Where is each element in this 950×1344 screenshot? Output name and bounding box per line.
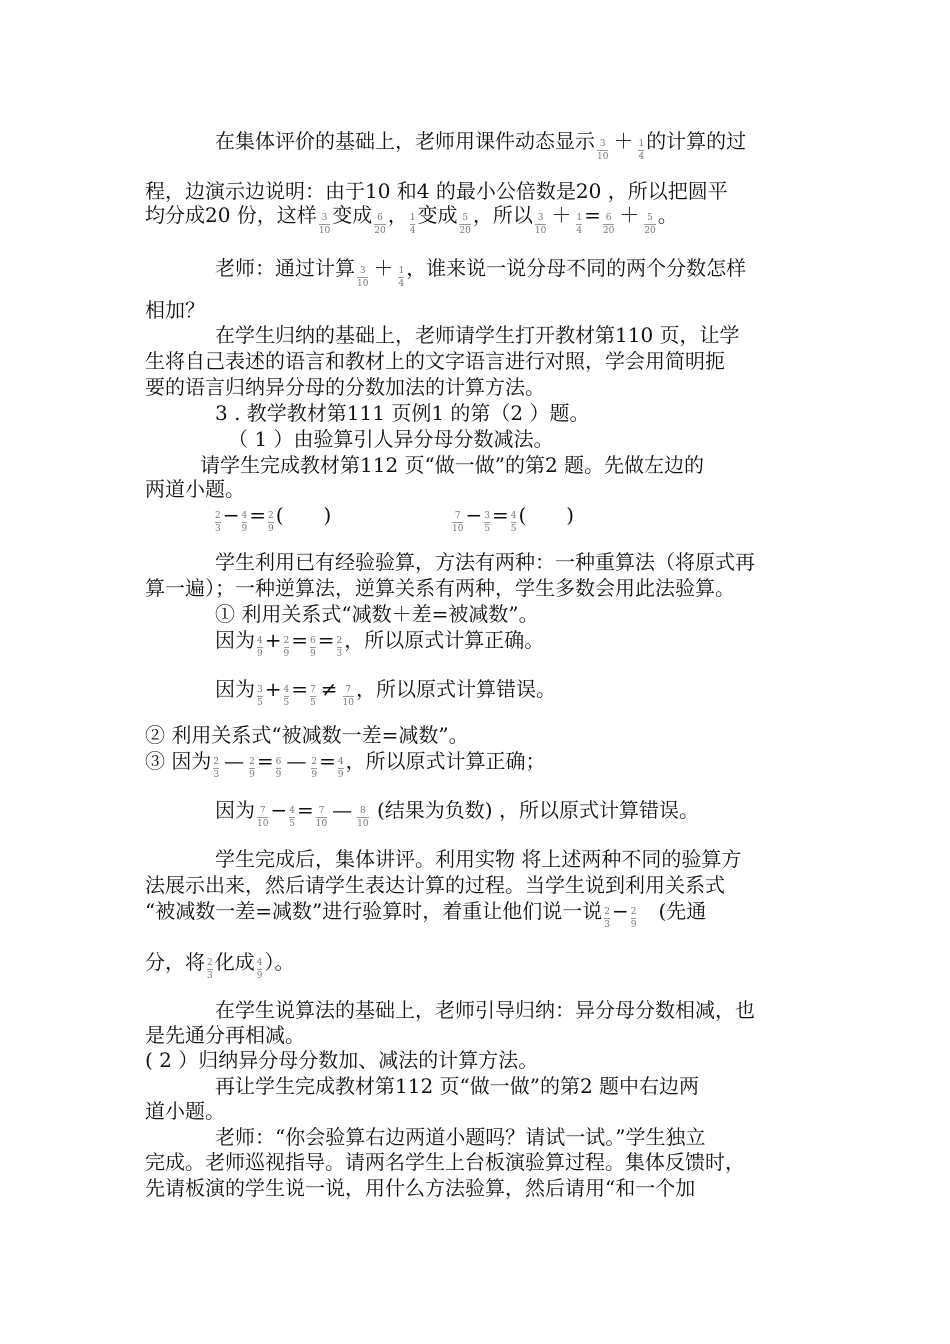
denominator: 3: [336, 648, 343, 659]
numerator: 4: [283, 684, 290, 695]
numerator: 2: [268, 510, 274, 521]
numerator: 3: [359, 265, 366, 276]
fraction: [310, 685, 316, 709]
denominator: 10: [318, 225, 331, 236]
paragraph-line: [145, 949, 295, 981]
fraction: [319, 213, 330, 237]
fraction: [284, 685, 290, 709]
operator: ≠: [320, 677, 338, 701]
text: 的计算的过: [646, 129, 747, 153]
paragraph-line: 法展示出来，然后请学生表达计算的过程。当学生说到利用关系式: [145, 873, 725, 897]
paragraph-line: [145, 202, 678, 236]
fraction: [638, 139, 644, 163]
text: ，: [387, 203, 408, 227]
text: ，所以原式计算正确；: [345, 749, 546, 773]
operator: −: [611, 899, 629, 923]
text: 分，将: [145, 950, 205, 974]
denominator: 10: [257, 818, 269, 829]
denominator: 9: [283, 648, 290, 659]
denominator: 9: [311, 769, 318, 780]
subsection-heading: ( 2 ）归纳异分母分数加、减法的计算方法。: [145, 1048, 539, 1072]
operator: =: [296, 798, 314, 822]
fraction: [603, 213, 614, 237]
paragraph-line: [215, 128, 747, 162]
list-item: ① 利用关系式“减数＋差=被减数”。: [215, 602, 539, 626]
numerator: 6: [605, 212, 612, 223]
text: (结果为负数) ，所以原式计算错误。: [370, 798, 699, 822]
paragraph-line: 学生完成后，集体讲评。利用实物 将上述两种不同的验算方: [215, 847, 742, 871]
numerator: 2: [604, 906, 610, 917]
paragraph-line: [145, 898, 707, 930]
numerator: 7: [310, 684, 316, 695]
paragraph-line: 生将自己表述的语言和教材上的文字语言进行对照，学会用简明扼: [145, 349, 725, 373]
numerator: 5: [647, 212, 653, 223]
text: 因为: [215, 628, 255, 652]
fraction: [289, 806, 295, 830]
numerator: 2: [213, 756, 220, 767]
fraction: [257, 806, 268, 830]
fraction: [459, 213, 470, 237]
fraction: [257, 685, 263, 709]
paragraph-line: 要的语言归纳异分母的分数加法的计算方法。: [145, 375, 545, 399]
operator: ＋: [373, 256, 394, 280]
numerator: 3: [257, 684, 263, 695]
numerator: 7: [454, 510, 461, 521]
numerator: 1: [409, 212, 416, 223]
operator: +: [264, 628, 282, 652]
text: 因为: [215, 677, 255, 701]
numerator: 7: [345, 684, 352, 695]
fraction: [484, 511, 490, 535]
operator: +: [264, 677, 282, 701]
denominator: 9: [256, 970, 263, 981]
paragraph-line: 在学生归纳的基础上，老师请学生打开教材第110 页，让学: [215, 323, 740, 347]
fraction: [604, 907, 610, 931]
list-item: [145, 748, 546, 780]
fraction: [535, 213, 546, 237]
paragraph-line: 两道小题。: [145, 477, 245, 501]
denominator: 10: [342, 697, 354, 708]
denominator: 20: [374, 225, 386, 236]
numerator: 3: [321, 212, 328, 223]
fraction: [337, 636, 343, 660]
denominator: 9: [275, 769, 282, 780]
denominator: 5: [289, 818, 295, 829]
numerator: 7: [259, 805, 266, 816]
denominator: 3: [213, 769, 220, 780]
text: (先通: [638, 899, 707, 923]
numerator: 2: [311, 756, 318, 767]
numerator: 3: [484, 510, 490, 521]
operator: −: [222, 503, 240, 527]
numerator: 3: [537, 212, 544, 223]
operator: =: [256, 749, 274, 773]
text: 变成: [332, 203, 373, 227]
text: ，所以原式计算正确。: [344, 628, 545, 652]
paragraph-line: [215, 255, 747, 289]
numerator: 4: [337, 756, 344, 767]
numerator: 1: [398, 265, 405, 276]
text: 。: [657, 203, 678, 227]
denominator: 4: [409, 225, 416, 236]
operator: =: [249, 503, 266, 527]
fraction: [343, 685, 354, 709]
fraction: [257, 636, 263, 660]
denominator: 10: [315, 818, 328, 829]
operator: −: [270, 798, 288, 822]
denominator: 20: [459, 225, 471, 236]
fraction: [576, 213, 582, 237]
list-item: ② 利用关系式“被减数一差=减数”。: [145, 723, 469, 747]
paragraph-line: 算一遍）；一种逆算法，逆算关系有两种，学生多数会用此法验算。: [145, 576, 735, 600]
denominator: 9: [337, 769, 344, 780]
denominator: 9: [241, 523, 248, 534]
operator: ＋: [613, 129, 634, 153]
paragraph-line: 请学生完成教材第112 页“做一做”的第2 题。先做左边的: [200, 453, 705, 477]
denominator: 5: [484, 523, 490, 534]
fraction: [213, 757, 219, 781]
fraction: [311, 757, 317, 781]
denominator: 4: [576, 225, 583, 236]
operator: −: [465, 503, 483, 527]
text: 化成: [214, 950, 255, 974]
denominator: 5: [310, 697, 316, 708]
denominator: 3: [207, 970, 213, 981]
fraction: [357, 266, 368, 290]
answer-blank: ( ): [518, 503, 575, 527]
numerator: 2: [215, 510, 221, 521]
text: 在集体评价的基础上，老师用课件动态显示: [215, 129, 595, 153]
exercise-left: [213, 502, 332, 534]
fraction: [452, 511, 463, 535]
text: 变成: [417, 203, 458, 227]
denominator: 5: [257, 697, 263, 708]
denominator: 10: [452, 523, 464, 534]
fraction: [374, 213, 385, 237]
denominator: 9: [257, 648, 263, 659]
paragraph-line: [215, 676, 556, 708]
denominator: 5: [510, 523, 517, 534]
operator: —: [224, 749, 245, 773]
fraction: [249, 757, 255, 781]
numerator: 6: [275, 756, 282, 767]
denominator: 10: [357, 818, 369, 829]
fraction: [310, 636, 316, 660]
fraction: [316, 806, 327, 830]
operator: =: [319, 749, 336, 773]
denominator: 20: [644, 225, 656, 236]
operator: ＋: [551, 203, 572, 227]
paragraph-line: 完成。老师巡视指导。请两名学生上台板演验算过程。集体反馈时，: [145, 1150, 745, 1174]
numerator: 2: [249, 756, 255, 767]
operator: =: [291, 677, 308, 701]
denominator: 9: [268, 523, 274, 534]
operator: =: [317, 628, 335, 652]
paragraph-line: 老师：“你会验算右边两道小题吗？请试一试。”学生独立: [215, 1125, 706, 1149]
section-heading: 3 . 教学教材第111 页例1 的第（2 ）题。: [215, 401, 590, 425]
numerator: 4: [510, 510, 517, 521]
numerator: 6: [377, 212, 383, 223]
denominator: 4: [638, 151, 645, 162]
text: ）。: [264, 950, 295, 974]
fraction: [257, 958, 263, 982]
paragraph-line: [215, 797, 699, 829]
denominator: 9: [630, 919, 637, 930]
denominator: 4: [398, 278, 405, 289]
fraction: [511, 511, 517, 535]
denominator: 10: [597, 151, 609, 162]
denominator: 5: [283, 697, 290, 708]
numerator: 1: [638, 138, 645, 149]
paragraph-line: 程，边演示边说明：由于10 和4 的最小公倍数是20 ，所以把圆平: [145, 179, 728, 203]
numerator: 7: [318, 805, 325, 816]
fraction: [215, 511, 221, 535]
operator: =: [291, 628, 308, 652]
operator: =: [584, 203, 601, 227]
operator: —: [286, 749, 307, 773]
paragraph-line: 是先通分再相减。: [145, 1023, 305, 1047]
operator: —: [332, 798, 353, 822]
fraction: [631, 907, 637, 931]
fraction: [338, 757, 344, 781]
fraction: [284, 636, 290, 660]
text: ③ 因为: [145, 749, 212, 773]
exercise-right: [450, 502, 575, 534]
paragraph-line: 相加？: [145, 298, 205, 322]
fraction: [242, 511, 248, 535]
operator: ＋: [619, 203, 640, 227]
denominator: 3: [604, 919, 610, 930]
numerator: 2: [283, 635, 290, 646]
paragraph-line: 在学生说算法的基础上，老师引导归纳：异分母分数相减，也: [215, 998, 755, 1022]
numerator: 2: [207, 957, 213, 968]
fraction: [207, 958, 213, 982]
text: ，所以: [472, 203, 533, 227]
fraction: [268, 511, 274, 535]
text: 老师：通过计算: [215, 256, 355, 280]
subsection-heading: （ 1 ）由验算引人异分母分数减法。: [228, 427, 554, 451]
denominator: 3: [215, 523, 221, 534]
paragraph-line: 学生利用已有经验验算，方法有两种：一种重算法（将原式再: [215, 550, 755, 574]
fraction: [357, 806, 368, 830]
denominator: 9: [310, 648, 316, 659]
numerator: 1: [576, 212, 583, 223]
operator: =: [491, 503, 509, 527]
numerator: 2: [630, 906, 637, 917]
text: ，谁来说一说分母不同的两个分数怎样: [406, 256, 747, 280]
text: “被减数一差=减数”进行验算时，着重让他们说一说: [145, 899, 603, 923]
denominator: 20: [602, 225, 615, 236]
numerator: 3: [599, 138, 606, 149]
paragraph-line: 道小题。: [145, 1099, 225, 1123]
numerator: 4: [256, 957, 263, 968]
paragraph-line: 先请板演的学生说一说，用什么方法验算，然后请用“和一个加: [145, 1176, 696, 1200]
numerator: 2: [336, 635, 343, 646]
numerator: 6: [310, 635, 316, 646]
answer-blank: ( ): [275, 503, 332, 527]
denominator: 10: [357, 278, 369, 289]
fraction: [597, 139, 608, 163]
numerator: 4: [257, 635, 263, 646]
text: 因为: [215, 798, 255, 822]
text: 均分成20 份，这样: [145, 203, 317, 227]
numerator: 5: [462, 212, 469, 223]
denominator: 10: [534, 225, 547, 236]
paragraph-line: [215, 627, 545, 659]
numerator: 4: [289, 805, 295, 816]
numerator: 8: [360, 805, 366, 816]
paragraph-line: 再让学生完成教材第112 页“做一做”的第2 题中右边两: [215, 1074, 700, 1098]
denominator: 9: [249, 769, 255, 780]
fraction: [410, 213, 416, 237]
fraction: [276, 757, 282, 781]
numerator: 4: [241, 510, 248, 521]
fraction: [398, 266, 404, 290]
text: ，所以原式计算错误。: [355, 677, 556, 701]
fraction: [644, 213, 655, 237]
